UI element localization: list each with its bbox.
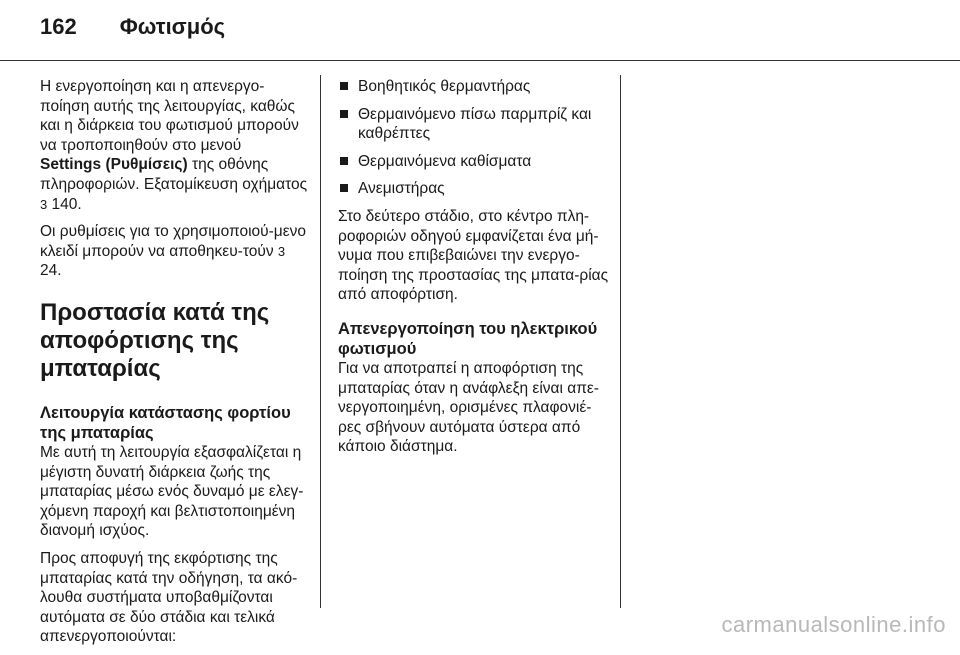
paragraph-discharge-prevention: Προς αποφυγή της εκφόρτισης της μπαταρίας κατά την οδήγηση, τα ακό-λουθα συστήματα υποβαθμίζονται αυτόματα σε δύο στάδια και τελικά απενεργοποιούνται:	[40, 549, 298, 646]
paragraph-second-stage: Στο δεύτερο στάδιο, στο κέντρο πλη-ροφοριών οδηγού εμφανίζεται ένα μή-νυμα που επιβεβαιώνει την ενεργο-ποίηση της προστασίας της μπατα-ρίας από αποφόρτιση.	[338, 207, 609, 304]
paragraph-text: της οθόνης πληροφοριών. Εξατομίκευση οχήματος	[40, 156, 308, 193]
bullet-square-icon	[340, 157, 348, 165]
right-column	[338, 77, 613, 465]
settings-menu-label: Settings (Ρυθμίσεις)	[40, 156, 188, 174]
paragraph-key-settings	[40, 222, 310, 281]
list-item	[338, 179, 613, 199]
page-reference: 24.	[40, 262, 62, 280]
column-divider	[320, 75, 321, 608]
subsection-heading: Απενεργοποίηση του ηλεκτρικού φωτισμού	[338, 319, 598, 358]
watermark: carmanualsonline.info	[721, 612, 946, 637]
list-item-text: Θερμαινόμενα καθίσματα	[358, 152, 532, 170]
list-item-text: Βοηθητικός θερμαντήρας	[358, 78, 531, 95]
paragraph-battery-life: Με αυτή τη λειτουργία εξασφαλίζεται η μέγιστη δυνατή διάρκεια ζωής της μπαταρίας μέσω ενός δυναμό με ελεγ-χόμενη παροχή και βελτιστοποιημένη διανομή ισχύος.	[40, 443, 304, 540]
paragraph-lights-off: Για να αποτραπεί η αποφόρτιση της μπαταρίας όταν η ανάφλεξη είναι απε-νεργοποιημένη, ορισμένες πλαφονιέ-ρες σβήνουν αυτόματα ύστερα από κάποιο διάστημα.	[338, 359, 599, 456]
paragraph-text: Η ενεργοποίηση και η απενεργο-ποίηση αυτής της λειτουργίας, καθώς και η διάρκεια του φωτισμού μπορούν να τροποποιηθούν στο μενού	[40, 78, 299, 154]
bullet-square-icon	[340, 184, 348, 192]
list-item	[338, 77, 613, 97]
left-column	[40, 77, 310, 655]
section-heading: Προστασία κατά της αποφόρτισης της μπαταρίας	[40, 298, 270, 382]
bullet-square-icon	[340, 82, 348, 90]
page-reference: 140.	[47, 195, 82, 213]
page-title: Φωτισμός	[119, 14, 226, 39]
paragraph-settings	[40, 77, 310, 214]
page-header	[40, 14, 225, 54]
page-number: 162	[40, 14, 77, 39]
page-reference-icon: 3	[40, 196, 48, 212]
paragraph-text: Οι ρυθμίσεις για το χρησιμοποιού-μενο κλειδί μπορούν να αποθηκευ-τούν	[40, 223, 307, 260]
header-divider	[0, 60, 960, 61]
subsection-heading: Λειτουργία κατάστασης φορτίου της μπαταρίας	[40, 403, 291, 442]
list-item-text: Ανεμιστήρας	[358, 180, 445, 198]
column-divider	[620, 75, 621, 608]
list-item	[338, 152, 613, 172]
list-item-text: Θερμαινόμενο πίσω παρμπρίζ και καθρέπτες	[358, 105, 592, 143]
page-reference-icon: 3	[277, 243, 286, 259]
systems-list	[338, 77, 613, 199]
bullet-square-icon	[340, 110, 348, 118]
list-item	[338, 105, 613, 144]
